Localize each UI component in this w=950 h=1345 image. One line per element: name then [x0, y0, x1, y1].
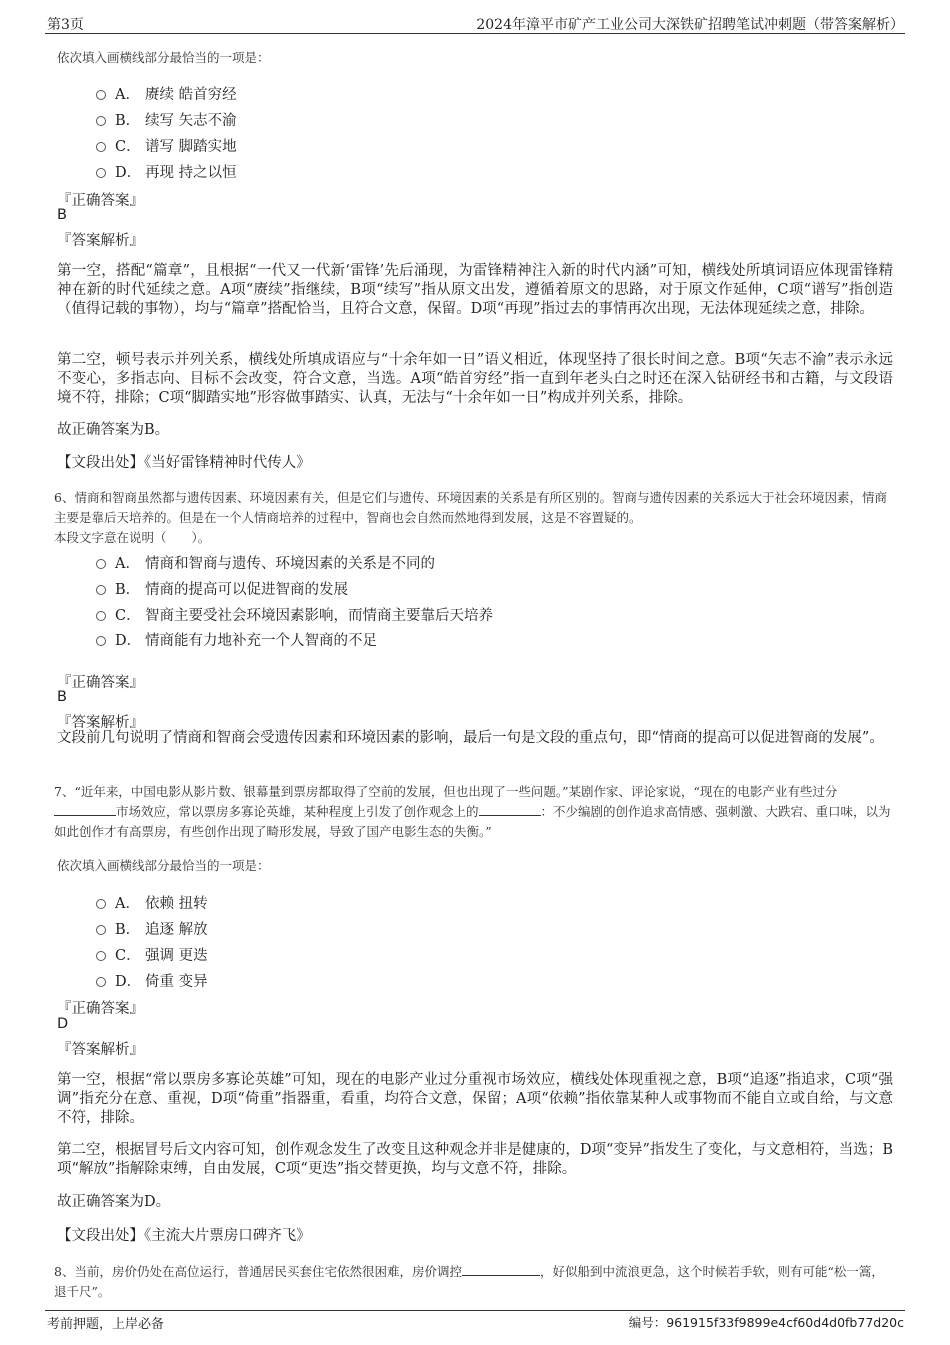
- q5-source: 【文段出处】《当好雷锋精神时代传人》: [57, 455, 311, 471]
- q6-stem: 6、情商和智商虽然都与遗传因素、环境因素有关，但是它们与遗传、环境因素的关系是有所区别的。智商与遗传因素的关系远大于社会环境因素，情商主要是靠后天培养的。但是在一个人情商培养的过程中，智商也会自然而然地得到发展，这是不容置疑的。: [54, 490, 887, 525]
- page-number: 第3页: [47, 17, 84, 33]
- q7-option-b[interactable]: B． 追逐 解放: [96, 918, 208, 939]
- q6-option-d[interactable]: D． 情商能有力地补充一个人智商的不足: [96, 629, 377, 650]
- q6-analysis-tag: 『答案解析』: [57, 715, 144, 731]
- q7-stem: 7、“近年来，中国电影从影片数、银幕量到票房都取得了空前的发展，但也出现了一些问题。”某剧作家、评论家说，“现在的电影产业有些过分市场效应，常以票房多寡论英雄，某种程度上引发了创作观念上的 ：不少编剧的创作追求高情感、强刺激、大跌宕、重口味，以为如此创作才有高票房，有些创作出现了畸形发展，导致了国产电影生态的失衡。”: [54, 784, 891, 839]
- q7-source: 【文段出处】《主流大片票房口碑齐飞》: [57, 1228, 311, 1244]
- radio-icon[interactable]: [96, 142, 106, 152]
- q6-option-b[interactable]: B． 情商的提高可以促进智商的发展: [96, 578, 348, 599]
- fill-blank: [54, 802, 116, 816]
- q5-analysis-paragraph-1: 第一空，搭配“篇章”，且根据“一代又一代新‘雷锋’先后涌现，为雷锋精神注入新的时代内涵”可知，横线处所填词语应体现雷锋精神在新的时代延续之意。A项“赓续”指继续，B项“续写”指从原文出发，遵循着原文的思路，对于原文作延伸，C项“谱写”指创造（值得记载的事物），均与“篇章”搭配恰当，且符合文意，保留。D项“再现”指过去的事情再次出现，无法体现延续之意，排除。: [57, 263, 893, 317]
- radio-icon[interactable]: [96, 899, 106, 909]
- q5-option-c[interactable]: C． 谱写 脚踏实地: [96, 135, 237, 156]
- fill-blank: [462, 1262, 540, 1276]
- q5-answer-tag: 『正确答案』: [57, 193, 144, 209]
- q5-option-b[interactable]: B． 续写 矢志不渝: [96, 109, 237, 130]
- radio-icon[interactable]: [96, 116, 106, 126]
- footer-rule: [45, 1310, 905, 1311]
- fill-blank: [479, 802, 541, 816]
- radio-icon[interactable]: [96, 951, 106, 961]
- q5-analysis-tag: 『答案解析』: [57, 233, 144, 249]
- q7-conclusion: 故正确答案为D。: [57, 1194, 171, 1210]
- q5-answer: B: [57, 207, 67, 223]
- q5-analysis-paragraph-2: 第二空，顿号表示并列关系，横线处所填成语应与“十余年如一日”语义相近，体现坚持了很长时间之意。B项“矢志不渝”表示永远不变心，多指志向、目标不会改变，符合文意，当选。A项“皓首穷经”指一直到年老头白之时还在深入钻研经书和古籍，与文段语境不符，排除；C项“脚踏实地”形容做事踏实、认真，无法与“十余年如一日”构成并列关系，排除。: [57, 352, 893, 406]
- radio-icon[interactable]: [96, 585, 106, 595]
- q7-answer-tag: 『正确答案』: [57, 1001, 144, 1017]
- q5-prompt: 依次填入画横线部分最恰当的一项是：: [57, 50, 270, 65]
- q7-option-d[interactable]: D． 倚重 变异: [96, 970, 208, 991]
- radio-icon[interactable]: [96, 636, 106, 646]
- document-title: 2024年漳平市矿产工业公司大深铁矿招聘笔试冲刺题（带答案解析）: [476, 17, 904, 33]
- footer-code: 编号：961915f33f9899e4cf60d4d0fb77d20c: [628, 1315, 904, 1330]
- radio-icon[interactable]: [96, 611, 106, 621]
- radio-icon[interactable]: [96, 90, 106, 100]
- q6-answer: B: [57, 689, 67, 705]
- q7-prompt: 依次填入画横线部分最恰当的一项是：: [57, 858, 270, 873]
- radio-icon[interactable]: [96, 977, 106, 987]
- q7-analysis-paragraph-2: 第二空，根据冒号后文内容可知，创作观念发生了改变且这种观念并非是健康的，D项“变异”指发生了变化，与文意相符，当选；B项“解放”指解除束缚，自由发展，C项“更迭”指交替更换，均与文意不符，排除。: [57, 1142, 893, 1177]
- footer-slogan: 考前押题，上岸必备: [47, 1317, 165, 1332]
- q6-analysis: 文段前几句说明了情商和智商会受遗传因素和环境因素的影响，最后一句是文段的重点句，即“情商的提高可以促进智商的发展”。: [57, 730, 884, 746]
- q6-prompt: 本段文字意在说明（ ）。: [54, 530, 211, 545]
- q6-answer-tag: 『正确答案』: [57, 675, 144, 691]
- q6-option-a[interactable]: A． 情商和智商与遗传、环境因素的关系是不同的: [96, 552, 435, 573]
- q5-conclusion: 故正确答案为B。: [57, 422, 170, 438]
- q7-answer: D: [57, 1016, 69, 1032]
- q6-option-c[interactable]: C． 智商主要受社会环境因素影响，而情商主要靠后天培养: [96, 604, 493, 625]
- radio-icon[interactable]: [96, 925, 106, 935]
- q8-stem: 8、当前，房价仍处在高位运行，普通居民买套住宅依然很困难，房价调控 ，好似船到中流浪更急，这个时候若手软，则有可能“松一篙，退千尺”。: [54, 1264, 884, 1299]
- q7-analysis-paragraph-1: 第一空，根据“常以票房多寡论英雄”可知，现在的电影产业过分重视市场效应，横线处体现重视之意，B项“追逐”指追求，C项“强调”指充分在意、重视，D项“倚重”指器重，看重，均符合文意，保留；A项“依赖”指依靠某种人或事物而不能自立或自给，与文意不符，排除。: [57, 1072, 894, 1126]
- q7-option-c[interactable]: C． 强调 更迭: [96, 944, 208, 965]
- q7-option-a[interactable]: A． 依赖 扭转: [96, 892, 208, 913]
- q7-analysis-tag: 『答案解析』: [57, 1042, 144, 1058]
- radio-icon[interactable]: [96, 168, 106, 178]
- header-rule: [45, 33, 905, 34]
- q5-option-a[interactable]: A． 赓续 皓首穷经: [96, 83, 237, 104]
- q5-option-d[interactable]: D． 再现 持之以恒: [96, 161, 237, 182]
- radio-icon[interactable]: [96, 559, 106, 569]
